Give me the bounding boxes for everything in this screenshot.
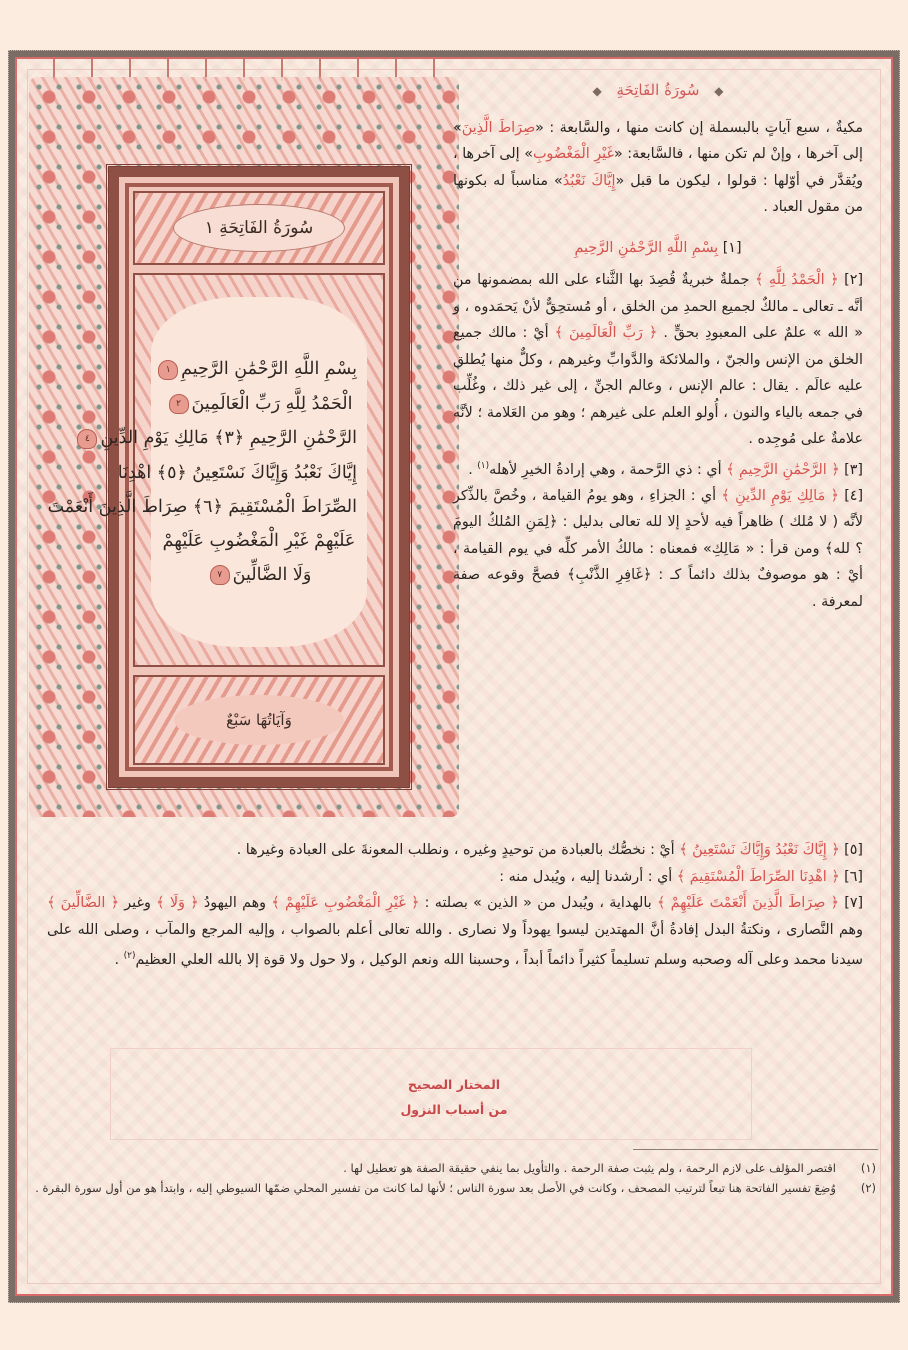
verse-oval <box>47 297 367 647</box>
verse-7: [٧] ﴿ صِرَاطَ الَّذِينَ أَنْعَمْتَ عَلَيْهِمْ ﴾ بالهداية ، ويُبدل من « الذين » بصلته : ﴿ غَيْرِ الْمَغْضُوبِ عَلَيْهِمْ ﴾ وهم اليهودُ ﴿ وَلَا ﴾ وغير ﴿ الضَّالِّينَ ﴾ وهم النَّصارى ، ونكتةُ البدل إفادةُ أنَّ المهتدين ليسوا يهوداً ولا نصارى . والله تعالى أعلم بالصواب ، وإليه المرجع والمآب ، وصلى الله على سيدنا محمد وعلى آله وصحبه وسلم تسليماً كثيراً دائماً أبداً ، وحسبنا الله ونعم الوكيل ، ولا حول ولا قوة إلا بالله العلي العظيم$^{(٢)}$ . <box>47 895 864 968</box>
footnote-separator <box>633 1149 878 1150</box>
verse-line: بِسْمِ اللَّهِ الرَّحْمَٰنِ الرَّحِيمِ١ <box>161 359 357 380</box>
verse-2: [٢] ﴿ الْحَمْدُ لِلَّهِ ﴾ جملةٌ خبريةٌ قُصِدَ بها الثَّناء على الله بمضمونها من أنَّه ـ تعالى ـ مالكٌ لجميع الحمدِ من الخلق ، أو مُستحِقٌّ لأنْ يَحمَدوه ، و « الله » علمٌ على المعبودِ بحقٍّ . ﴿ رَبِّ الْعَالَمِينَ ﴾ أيْ : مالك جميع الخلق من الإنس والجنّ ، والملائكة والدَّوابِّ وغيرهم ، وكلٌّ منها يُطلق عليه عالَم . يقال : عالم الإنس ، وعالم الجنِّ ، إلى غير ذلك ، وغُلِّب في جمعه بالياء والنون ، أُولو العلم على غيرهم ؛ وهو من العَلامة ؛ لأنَّه علامةٌ على مُوجِده . <box>453 272 864 447</box>
surah-ornament-panel <box>29 77 459 817</box>
commentary-column <box>453 77 863 615</box>
diamond-ornament-icon: ◆ <box>592 84 602 98</box>
verse-line: الْحَمْدُ لِلَّهِ رَبِّ الْعَالَمِينَ٢ <box>161 394 357 415</box>
intro-paragraph: مكيةٌ ، سبع آياتٍ بالبسملة إن كانت منها ، والسَّابعة : «صِرَاطَ الَّذِينَ» إلى آخرها ، وإنْ لم تكن منها ، فالسَّابعة: «غَيْرِ الْمَغْضُوبِ» إلى آخرها ، ويُقدَّر في أوّلها : قولوا ، ليكون ما قبل «إِيَّاكَ نَعْبُدُ» مناسباً له بكونها من مقول العباد . <box>453 119 863 215</box>
surah-title: سُورَةُ الفَاتِحَةِ ١ <box>204 218 314 238</box>
title-oval <box>173 204 345 252</box>
verse-line: الرَّحْمَٰنِ الرَّحِيمِ ﴿٣﴾ مَالِكِ يَوْمِ الدِّينِ٤ <box>161 428 357 449</box>
footnote-number: (٢) <box>860 1181 876 1195</box>
asbab-nuzul-heading <box>0 1072 908 1122</box>
verse-3: [٣] ﴿ الرَّحْمَٰنِ الرَّحِيمِ ﴾ أي : ذي الرَّحمة ، وهي إرادةُ الخيرِ لأهله$^{(١)}$ . <box>468 460 863 478</box>
ayat-count: وَآيَاتُهَا سَبْعٌ <box>226 711 292 729</box>
footnote-item <box>30 1158 876 1178</box>
footnote-number: (١) <box>860 1161 876 1175</box>
surah-header-title: سُورَةُ الفَاتِحَةِ <box>616 81 700 99</box>
verse-6: [٦] ﴿ اهْدِنَا الصِّرَاطَ الْمُسْتَقِيمَ ﴾ أي : أرشدنا إليه ، ويُبدل منه : <box>499 868 863 885</box>
ayah-marker-icon: ٢ <box>169 394 189 414</box>
verse-line: الصِّرَاطَ الْمُسْتَقِيمَ ﴿٦﴾ صِرَاطَ الَّذِينَ أَنْعَمْتَ <box>47 496 357 517</box>
surah-header <box>453 77 863 105</box>
footnote-ref[interactable]: (٢) <box>123 951 136 961</box>
nuzul-line-2: من أسباب النزول <box>400 1102 508 1117</box>
verse-line: وَلَا الضَّالِّينَ٧ <box>161 565 357 586</box>
ornament-background <box>29 77 459 817</box>
verse-1: [١] بِسْمِ اللَّهِ الرَّحْمَٰنِ الرَّحِيمِ <box>574 239 742 256</box>
verse-line: عَلَيْهِمْ غَيْرِ الْمَغْضُوبِ عَلَيْهِمْ <box>162 530 356 551</box>
ornament-spikes <box>39 59 449 81</box>
ayah-marker-icon: ١ <box>158 360 178 380</box>
verse-line: إِيَّاكَ نَعْبُدُ وَإِيَّاكَ نَسْتَعِينُ ﴿٥﴾ اهْدِنَا <box>117 462 357 483</box>
footnote-text: وُضِعَ تفسير الفاتحة هنا تبعاً لترتيب المصحف ، وكانت في الأصل بعد سورة الناس ؛ لأنها لما كانت من تفسير المحلي ضمّها السيوطي إليه ، وابتدأ هو من أول سورة البقرة . <box>35 1181 836 1195</box>
ayah-marker-icon: ٤ <box>77 429 97 449</box>
frame-ring <box>47 183 393 771</box>
ayah-marker-icon: ٧ <box>210 565 230 585</box>
footnote-item <box>30 1178 876 1198</box>
verse-5: [٥] ﴿ إِيَّاكَ نَعْبُدُ وَإِيَّاكَ نَسْتَعِينُ ﴾ أيْ : نخصُّك بالعبادة من توحيدٍ وغيره ، ونطلب المعونةَ على العبادة وغيرها . <box>236 842 863 858</box>
diamond-ornament-icon: ◆ <box>714 84 724 98</box>
commentary-full-width <box>47 837 863 973</box>
ayat-count-cartouche <box>133 675 385 765</box>
footnote-text: اقتصر المؤلف على لازم الرحمة ، ولم يثبت صفة الرحمة . والتأويل بما ينفي حقيقة الصفة هو تعطيل لها . <box>343 1161 836 1175</box>
verse-4: [٤] ﴿ مَالِكِ يَوْمِ الدِّينِ ﴾ أي : الجزاءِ ، وهو يومُ القيامة ، وخُصَّ بالذِّكر لأنَّه ( لا مُلك ) ظاهراً فيه لأحدٍ إلا لله تعالى بدليل : ﴿لِمَنِ المُلكُ اليومَ ؟ لله﴾ ومن قرأ : « مَالِكِ» فمعناه : مالكُ الأمر كلِّه في يوم القيامة ، أيْ : هو موصوفٌ بذلك دائماً كـ : ﴿غَافِرِ الذَّنْبِ﴾ فصحَّ وقوعه صفة لمعرفة . <box>453 487 864 610</box>
footnotes <box>30 1158 876 1198</box>
ayat-count-oval <box>174 695 344 745</box>
footnote-ref[interactable]: (١) <box>477 460 490 471</box>
nuzul-line-1: المختار الصحيح <box>407 1077 501 1092</box>
verse-panel <box>47 273 385 667</box>
mushaf-frame <box>47 167 409 787</box>
surah-title-cartouche <box>133 191 385 265</box>
